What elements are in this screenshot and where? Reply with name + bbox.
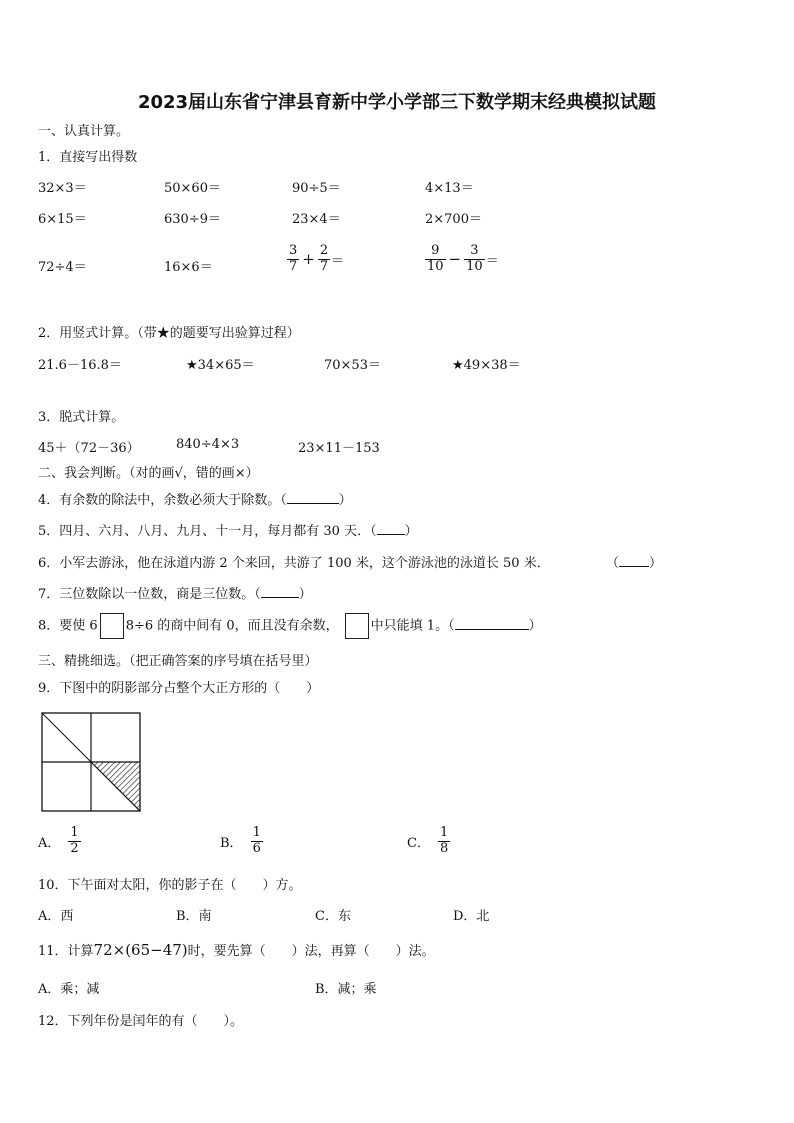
q12-stem: 12．下列年份是闰年的有（ ）。 bbox=[38, 1014, 244, 1029]
q1-r2-c1: 6×15＝ bbox=[38, 212, 87, 227]
section-3-heading: 三、精挑细选。（把正确答案的序号填在括号里） bbox=[38, 654, 318, 669]
q2-item-2: ★34×65＝ bbox=[186, 358, 255, 373]
q1-r1-c1: 32×3＝ bbox=[38, 181, 87, 196]
fraction: $\frac{9}{10}$ bbox=[427, 243, 444, 274]
answer-blank[interactable] bbox=[287, 491, 339, 504]
q10-option-b[interactable]: B．南 bbox=[176, 909, 212, 924]
q1-fraction-diff: $\frac{9}{10}$ − $\frac{3}{10}$ ＝ bbox=[427, 243, 499, 274]
q1-fraction-sum: $\frac{3}{7}$ + $\frac{2}{7}$ ＝ bbox=[289, 243, 345, 274]
q1-r1-c3: 90÷5＝ bbox=[292, 181, 341, 196]
fraction: $\frac{1}{6}$ bbox=[252, 825, 261, 856]
q2-item-3: 70×53＝ bbox=[324, 358, 381, 373]
fraction: $\frac{1}{2}$ bbox=[70, 825, 79, 856]
fraction: $\frac{3}{7}$ bbox=[289, 243, 298, 274]
q1-r3-c1: 72÷4＝ bbox=[38, 260, 87, 275]
q9-stem: 9．下图中的阴影部分占整个大正方形的（ ） bbox=[38, 681, 320, 696]
square-figure bbox=[40, 712, 144, 814]
q1-r1-c4: 4×13＝ bbox=[425, 181, 474, 196]
answer-blank[interactable] bbox=[455, 617, 529, 630]
q11-option-a[interactable]: A．乘；减 bbox=[38, 982, 100, 997]
q3-item-2: 840÷4×3 bbox=[176, 437, 240, 452]
q1-r2-c3: 23×4＝ bbox=[292, 212, 341, 227]
q1-r2-c4: 2×700＝ bbox=[425, 212, 482, 227]
q10-option-c[interactable]: C．东 bbox=[315, 909, 351, 924]
q1-label: 1．直接写出得数 bbox=[38, 150, 138, 165]
q3-item-3: 23×11－153 bbox=[298, 441, 380, 456]
q2-item-4: ★49×38＝ bbox=[452, 358, 521, 373]
q3-item-1: 45＋（72－36） bbox=[38, 441, 140, 456]
q4: 4．有余数的除法中，余数必须大于除数。（ ） bbox=[38, 493, 352, 508]
digit-box[interactable] bbox=[345, 613, 369, 639]
answer-blank[interactable] bbox=[377, 522, 405, 535]
q8: 8．要使 6 8÷6 的商中间有 0，而且没有余数， 中只能填 1。（ ） bbox=[38, 613, 542, 639]
q9-option-a[interactable]: A． $\frac{1}{2}$ bbox=[38, 825, 79, 856]
answer-blank[interactable] bbox=[261, 585, 299, 598]
q11-expression: 72×(65−47) bbox=[93, 941, 188, 959]
fraction: $\frac{1}{8}$ bbox=[439, 825, 449, 856]
q5: 5．四月、六月、八月、九月、十一月，每月都有 30 天．（ ） bbox=[38, 524, 418, 539]
page-title: 2023届山东省宁津县育新中学小学部三下数学期末经典模拟试题 bbox=[137, 92, 657, 113]
q6: 6．小军去游泳，他在泳道内游 2 个来回，共游了 100 米，这个游泳池的泳道长 50 米． bbox=[38, 556, 550, 571]
q1-r1-c2: 50×60＝ bbox=[164, 181, 221, 196]
answer-blank[interactable] bbox=[619, 554, 649, 567]
section-2-heading: 二、我会判断。（对的画√，错的画×） bbox=[38, 466, 259, 481]
q10-option-d[interactable]: D．北 bbox=[453, 909, 490, 924]
q11-option-b[interactable]: B．减；乘 bbox=[315, 982, 377, 997]
q2-item-1: 21.6－16.8＝ bbox=[38, 358, 122, 373]
q11-stem: 11．计算72×(65−47)时，要先算（ ）法，再算（ ）法。 bbox=[38, 941, 435, 959]
q3-label: 3．脱式计算。 bbox=[38, 410, 125, 425]
digit-box[interactable] bbox=[100, 613, 124, 639]
section-1-heading: 一、认真计算。 bbox=[38, 124, 130, 139]
q1-r3-c2: 16×6＝ bbox=[164, 260, 213, 275]
q1-r2-c2: 630÷9＝ bbox=[164, 212, 221, 227]
q7: 7．三位数除以一位数，商是三位数。（ ） bbox=[38, 587, 312, 602]
fraction: $\frac{2}{7}$ bbox=[319, 243, 329, 274]
q2-label: 2．用竖式计算。（带★的题要写出验算过程） bbox=[38, 326, 300, 341]
q10-option-a[interactable]: A．西 bbox=[38, 909, 74, 924]
q6-answer: （ ） bbox=[606, 556, 663, 571]
q9-option-c[interactable]: C． $\frac{1}{8}$ bbox=[407, 825, 449, 856]
q10-stem: 10．下午面对太阳，你的影子在（ ）方。 bbox=[38, 878, 302, 893]
fraction: $\frac{3}{10}$ bbox=[466, 243, 483, 274]
q9-option-b[interactable]: B． $\frac{1}{6}$ bbox=[220, 825, 261, 856]
